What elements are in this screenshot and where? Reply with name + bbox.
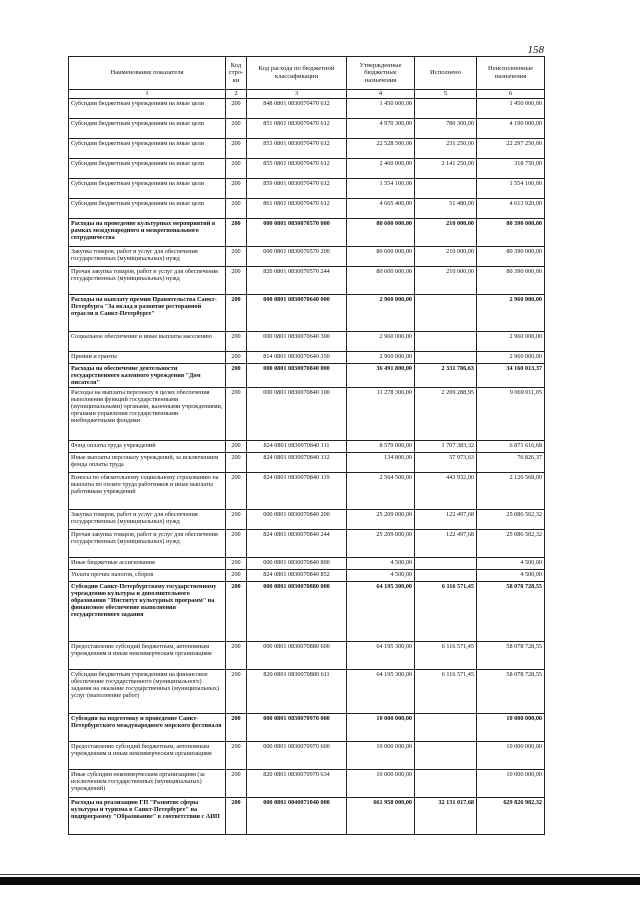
row-approved: 2 960 000,00 [347,331,415,351]
table-row [69,294,545,331]
table-row [69,363,545,387]
row-unexecuted: 4 190 000,00 [477,118,545,138]
row-approved: 80 600 000,00 [347,246,415,266]
row-executed: 32 131 017,68 [415,797,477,834]
row-classification-code: 861 0801 0830070470 612 [247,198,347,218]
row-classification-code: 820 0801 0830070880 611 [247,669,347,713]
row-executed: 2 141 250,00 [415,158,477,178]
row-unexecuted: 80 390 000,00 [477,266,545,294]
row-classification-code: 824 0801 0830070840 119 [247,472,347,509]
row-line-code: 200 [226,387,247,440]
row-classification-code: 824 0801 0830070840 112 [247,452,347,472]
row-line-code: 200 [226,138,247,158]
row-executed [415,294,477,331]
row-name: Прочая закупка товаров, работ и услуг для обеспечения государственных (муниципальных) нужд [69,266,226,294]
column-number: 5 [415,90,477,99]
column-number: 3 [247,90,347,99]
row-classification-code: 000 0801 0830070840 800 [247,557,347,569]
table-row [69,713,545,741]
row-executed: 210 000,00 [415,218,477,246]
row-executed: 231 250,00 [415,138,477,158]
row-name: Премии и гранты [69,351,226,363]
row-name: Расходы на обеспечение деятельности государственного казенного учреждения "Дом писателя" [69,363,226,387]
row-unexecuted: 58 078 728,55 [477,581,545,641]
row-classification-code: 000 0801 0830070880 000 [247,581,347,641]
row-approved: 11 278 300,00 [347,387,415,440]
row-executed: 210 000,00 [415,246,477,266]
table-body [69,98,545,834]
row-approved: 4 500,00 [347,557,415,569]
row-name: Субсидии бюджетным учреждениям на иные цели [69,158,226,178]
row-name: Предоставление субсидий бюджетным, автономным учреждениям и иным некоммерческим организациям [69,741,226,769]
row-name: Закупка товаров, работ и услуг для обеспечения государственных (муниципальных) нужд [69,509,226,529]
column-number: 4 [347,90,415,99]
row-line-code: 200 [226,178,247,198]
row-name: Расходы на реализацию ГП "Развитие сферы культуры и туризма в Санкт-Петербурге" на подпрограмму "Образование" в соответствии с АИП [69,797,226,834]
row-line-code: 200 [226,669,247,713]
row-approved: 134 800,00 [347,452,415,472]
row-executed [415,713,477,741]
row-approved: 10 000 000,00 [347,741,415,769]
row-name: Расходы на выплаты персоналу в целях обеспечения выполнения функций государственными (муниципальными) органами, казенными учреждениями, органами управления государственными внебюджетными фондами [69,387,226,440]
table-row [69,452,545,472]
row-name: Субсидии бюджетным учреждениям на финансовое обеспечение государственного (муниципального) задания на оказание государственных (муниципальных) услуг (выполнение работ) [69,669,226,713]
row-executed: 1 707 383,32 [415,440,477,452]
row-unexecuted: 10 000 000,00 [477,769,545,797]
row-name: Субсидии Санкт-Петербургскому государственному учреждению культуры и дополнительного образования "Институт культурных программ" на финансовое обеспечение выполнения государственного задания [69,581,226,641]
row-classification-code: 851 0801 0830070470 612 [247,118,347,138]
row-line-code: 200 [226,98,247,118]
table-row [69,741,545,769]
header-unexecuted: Неисполненные назначения [477,57,545,90]
row-classification-code: 000 0801 0830070970 600 [247,741,347,769]
table-row [69,351,545,363]
row-unexecuted: 10 000 000,00 [477,741,545,769]
row-classification-code: 824 0801 0830070840 244 [247,529,347,557]
row-line-code: 200 [226,351,247,363]
row-unexecuted: 58 078 728,55 [477,641,545,669]
row-name: Субсидия на подготовку и проведение Санкт-Петербургского международного морского фестиваля [69,713,226,741]
row-line-code: 200 [226,741,247,769]
row-executed [415,351,477,363]
row-name: Социальное обеспечение и иные выплаты населению [69,331,226,351]
table-row [69,138,545,158]
header-name: Наименование показателя [69,57,226,90]
row-name: Субсидии бюджетным учреждениям на иные цели [69,98,226,118]
row-executed: 443 932,00 [415,472,477,509]
row-line-code: 200 [226,158,247,178]
row-unexecuted: 22 297 250,00 [477,138,545,158]
row-unexecuted: 629 826 982,32 [477,797,545,834]
row-approved: 1 554 100,00 [347,178,415,198]
row-line-code: 200 [226,797,247,834]
budget-execution-table [68,56,545,835]
row-name: Уплата прочих налогов, сборов [69,569,226,581]
header-classification-code: Код расхода по бюджетной классификации [247,57,347,90]
row-unexecuted: 10 000 000,00 [477,713,545,741]
row-classification-code: 820 0801 0830070970 634 [247,769,347,797]
row-classification-code: 855 0801 0830070470 612 [247,158,347,178]
row-executed [415,331,477,351]
row-approved: 36 491 800,00 [347,363,415,387]
table-row [69,98,545,118]
row-classification-code: 000 0801 0830070970 000 [247,713,347,741]
row-classification-code: 814 0801 0830070640 350 [247,351,347,363]
row-line-code: 200 [226,569,247,581]
row-unexecuted: 2 960 000,00 [477,331,545,351]
row-unexecuted: 80 390 000,00 [477,218,545,246]
row-classification-code: 848 0801 0830070470 612 [247,98,347,118]
row-approved: 4 500,00 [347,569,415,581]
row-approved: 80 600 000,00 [347,218,415,246]
row-unexecuted: 76 826,37 [477,452,545,472]
header-line-code: Код стро-ки [226,57,247,90]
row-approved: 64 195 300,00 [347,581,415,641]
row-classification-code: 000 0801 0840071040 000 [247,797,347,834]
row-line-code: 200 [226,641,247,669]
row-unexecuted: 2 120 568,00 [477,472,545,509]
row-name: Иные субсидии некоммерческим организациям (за исключением государственных (муниципальных) учреждений) [69,769,226,797]
row-line-code: 200 [226,118,247,138]
row-executed: 2 331 786,63 [415,363,477,387]
row-classification-code: 000 0801 0830070640 300 [247,331,347,351]
table-row [69,472,545,509]
row-line-code: 200 [226,529,247,557]
table-row [69,529,545,557]
row-line-code: 200 [226,363,247,387]
row-executed [415,741,477,769]
row-unexecuted: 4 613 920,00 [477,198,545,218]
row-unexecuted: 58 078 728,55 [477,669,545,713]
row-line-code: 200 [226,452,247,472]
row-classification-code: 000 0801 0830070570 200 [247,246,347,266]
table-row [69,387,545,440]
row-line-code: 200 [226,769,247,797]
row-executed: 122 497,68 [415,529,477,557]
scan-binding-bar [0,877,640,885]
row-name: Субсидии бюджетным учреждениям на иные цели [69,178,226,198]
row-unexecuted: 1 554 100,00 [477,178,545,198]
row-executed: 2 209 288,95 [415,387,477,440]
column-number: 6 [477,90,545,99]
row-line-code: 200 [226,218,247,246]
column-number-row [69,90,545,99]
row-name: Закупка товаров, работ и услуг для обеспечения государственных (муниципальных) нужд [69,246,226,266]
page-number: 158 [527,44,544,56]
row-classification-code: 824 0801 0830070840 852 [247,569,347,581]
row-line-code: 200 [226,294,247,331]
row-executed [415,98,477,118]
table-row [69,440,545,452]
row-line-code: 200 [226,581,247,641]
row-unexecuted: 4 500,00 [477,569,545,581]
row-unexecuted: 25 086 502,32 [477,529,545,557]
row-executed: 122 497,68 [415,509,477,529]
table-row [69,581,545,641]
row-executed: 780 300,00 [415,118,477,138]
table-row [69,797,545,834]
row-line-code: 200 [226,246,247,266]
column-number: 2 [226,90,247,99]
table-header-row [69,57,545,90]
row-unexecuted: 4 500,00 [477,557,545,569]
row-executed: 6 116 571,45 [415,641,477,669]
row-executed: 6 116 571,45 [415,581,477,641]
row-approved: 25 209 000,00 [347,509,415,529]
row-approved: 22 528 500,00 [347,138,415,158]
row-executed: 57 973,63 [415,452,477,472]
table-row [69,246,545,266]
row-executed: 6 116 571,45 [415,669,477,713]
row-approved: 661 958 000,00 [347,797,415,834]
table-row [69,331,545,351]
row-classification-code: 000 0801 0830070840 200 [247,509,347,529]
row-line-code: 200 [226,266,247,294]
row-classification-code: 859 0801 0830070470 612 [247,178,347,198]
table-row [69,557,545,569]
row-approved: 2 460 000,00 [347,158,415,178]
row-executed [415,178,477,198]
row-unexecuted: 34 160 013,37 [477,363,545,387]
row-unexecuted: 2 960 000,00 [477,351,545,363]
row-approved: 64 195 300,00 [347,669,415,713]
table-row [69,158,545,178]
row-name: Субсидии бюджетным учреждениям на иные цели [69,118,226,138]
table-row [69,178,545,198]
row-classification-code: 000 0801 0830070840 000 [247,363,347,387]
row-approved: 10 000 000,00 [347,713,415,741]
table-row [69,641,545,669]
table-row [69,509,545,529]
table-row [69,769,545,797]
row-name: Субсидии бюджетным учреждениям на иные цели [69,138,226,158]
row-classification-code: 000 0801 0830070570 000 [247,218,347,246]
row-unexecuted: 9 069 011,05 [477,387,545,440]
row-name: Субсидии бюджетным учреждениям на иные цели [69,198,226,218]
row-unexecuted: 6 871 616,68 [477,440,545,452]
row-unexecuted: 80 390 000,00 [477,246,545,266]
row-approved: 2 564 500,00 [347,472,415,509]
row-unexecuted: 25 086 502,32 [477,509,545,529]
row-line-code: 200 [226,557,247,569]
row-unexecuted: 1 450 000,00 [477,98,545,118]
table-row [69,266,545,294]
table-row [69,218,545,246]
row-line-code: 200 [226,440,247,452]
row-unexecuted: 2 960 000,00 [477,294,545,331]
row-executed: 51 480,00 [415,198,477,218]
row-unexecuted: 318 750,00 [477,158,545,178]
row-name: Фонд оплаты труда учреждений [69,440,226,452]
row-name: Расходы на проведение культурных мероприятий в рамках международного и межрегионального сотрудничества [69,218,226,246]
row-name: Иные бюджетные ассигнования [69,557,226,569]
row-approved: 2 960 000,00 [347,294,415,331]
row-line-code: 200 [226,509,247,529]
row-executed [415,569,477,581]
table-row [69,198,545,218]
row-classification-code: 000 0801 0830070840 100 [247,387,347,440]
row-approved: 64 195 300,00 [347,641,415,669]
row-approved: 10 000 000,00 [347,769,415,797]
row-executed [415,557,477,569]
row-line-code: 200 [226,198,247,218]
row-name: Иные выплаты персоналу учреждений, за исключением фонда оплаты труда [69,452,226,472]
column-number: 1 [69,90,226,99]
row-classification-code: 000 0801 0830070640 000 [247,294,347,331]
row-classification-code: 000 0801 0830070880 600 [247,641,347,669]
header-executed: Исполнено [415,57,477,90]
table-row [69,569,545,581]
row-approved: 80 600 000,00 [347,266,415,294]
row-line-code: 200 [226,472,247,509]
scan-edge-line [0,874,640,875]
row-approved: 2 960 000,00 [347,351,415,363]
table-row [69,669,545,713]
row-classification-code: 824 0801 0830070840 111 [247,440,347,452]
row-executed: 210 000,00 [415,266,477,294]
row-approved: 8 579 000,00 [347,440,415,452]
header-approved: Утвержденные бюджетные назначения [347,57,415,90]
row-approved: 25 209 000,00 [347,529,415,557]
row-classification-code: 853 0801 0830070470 612 [247,138,347,158]
table-row [69,118,545,138]
row-name: Предоставление субсидий бюджетным, автономным учреждениям и иным некоммерческим организациям [69,641,226,669]
row-name: Взносы по обязательному социальному страхованию на выплаты по оплате труда работников и иные выплаты работникам учреждений [69,472,226,509]
row-line-code: 200 [226,331,247,351]
row-name: Прочая закупка товаров, работ и услуг для обеспечения государственных (муниципальных) нужд [69,529,226,557]
row-executed [415,769,477,797]
row-classification-code: 820 0801 0830070570 244 [247,266,347,294]
row-name: Расходы на выплату премии Правительства Санкт-Петербурга "За вклад в развитие ресторанной отрасли в Санкт-Петербурге" [69,294,226,331]
row-approved: 4 665 400,00 [347,198,415,218]
row-line-code: 200 [226,713,247,741]
row-approved: 4 970 300,00 [347,118,415,138]
row-approved: 1 450 000,00 [347,98,415,118]
